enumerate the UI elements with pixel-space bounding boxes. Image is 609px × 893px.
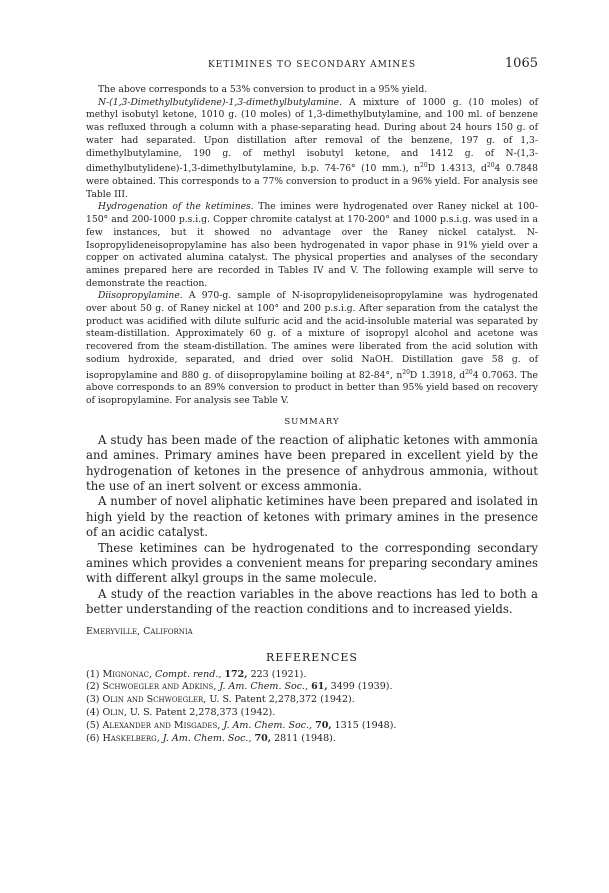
summary-paragraph: A number of novel aliphatic ketimines have been prepared and isolated in high yield by the reaction of ketones with primary amines in the presence of an acidic catalyst. xyxy=(86,494,538,540)
ref-author: Schwoegler and Adkins, xyxy=(102,681,217,693)
reference-item xyxy=(86,707,538,720)
references-list xyxy=(86,669,538,746)
reference-item xyxy=(86,720,538,733)
reference-item xyxy=(86,694,538,707)
paragraph-hydrogenation xyxy=(86,201,538,290)
paragraph-text: A 970-g. sample of N-isopropylideneisopropylamine was hydrogenated over about 50 g. of Raney nickel at 100° and 200 p.s.i.g. After separation from the catalyst the product was acidified with dilute sulfuric acid and the acid-insoluble material was separated by steam-distillation. Approximately 60 g. of a mixture of isopropyl alcohol and acetone was recovered from the steam-distillation. The amines were liberated from the acid solution with sodium hydroxide, separated, and dried over solid NaOH. Distillation gave 58 g. of isopropylamine and 880 g. of diisopropylamine boiling at 82-84°, n xyxy=(86,290,538,381)
compound-heading: Diisopropylamine. xyxy=(98,290,183,302)
summary-paragraph: A study of the reaction variables in the above reactions has led to both a better understanding of the reaction conditions and to increased yields. xyxy=(86,586,538,617)
superscript: 20 xyxy=(420,162,428,170)
paragraph-text: D 1.3918, d xyxy=(409,369,466,381)
paragraph-ketimine-prep xyxy=(86,97,538,202)
ref-rest: U. S. Patent 2,278,373 (1942). xyxy=(129,706,276,718)
ref-author: Mignonac, xyxy=(102,668,153,680)
ref-number: (2) xyxy=(86,681,100,693)
ref-volume: 172, xyxy=(224,668,248,680)
ref-journal: Compt. rend., xyxy=(155,668,222,680)
ref-journal: J. Am. Chem. Soc., xyxy=(219,681,309,693)
superscript: 20 xyxy=(486,162,495,170)
paragraph-text: 4 0.7848 were obtained. This corresponds to a 77% conversion to product in a 96% yield. For analysis see Table III. xyxy=(86,163,538,200)
ref-author: Haskelberg, xyxy=(102,732,160,744)
summary-paragraph: A study has been made of the reaction of aliphatic ketones with ammonia and amines. Primary amines have been prepared in excellent yield by the hydrogenation of ketones in the presence of anhydrous ammonia, without the use of an inert solvent or excess ammonia. xyxy=(86,432,538,493)
ref-number: (1) xyxy=(86,668,100,680)
reference-item xyxy=(86,669,538,682)
superscript: 20 xyxy=(465,368,473,376)
paragraph-diisopropylamine xyxy=(86,290,538,407)
page-number: 1065 xyxy=(504,56,538,71)
page-header xyxy=(86,56,538,74)
section-heading: Hydrogenation of the ketimines. xyxy=(98,201,254,213)
summary-section xyxy=(86,433,538,618)
ref-number: (5) xyxy=(86,719,100,731)
ref-volume: 70, xyxy=(254,732,272,744)
ref-rest: 3499 (1939). xyxy=(330,681,393,693)
ref-author: Alexander and Misgades, xyxy=(102,719,221,731)
experimental-section xyxy=(86,84,538,408)
ref-rest: 223 (1921). xyxy=(250,668,307,680)
references-title: REFERENCES xyxy=(266,650,358,664)
summary-paragraph: These ketimines can be hydrogenated to the corresponding secondary amines which provides a convenient means for preparing secondary amines with different alkyl groups in the same molecule. xyxy=(86,540,538,586)
ref-journal: J. Am. Chem. Soc., xyxy=(223,719,313,731)
running-head: KETIMINES TO SECONDARY AMINES xyxy=(207,60,417,70)
paragraph-text: D 1.4313, d xyxy=(427,163,487,175)
reference-item xyxy=(86,733,538,746)
ref-author: Olin, xyxy=(102,706,127,718)
ref-journal: J. Am. Chem. Soc., xyxy=(162,732,252,744)
ref-rest: U. S. Patent 2,278,372 (1942). xyxy=(209,694,355,706)
ref-author: Olin and Schwoegler, xyxy=(102,694,207,706)
ref-number: (3) xyxy=(86,694,100,706)
paragraph-text: 4 0.7063. The above corresponds to an 89% conversion to product in better than 95% yield based on recovery of isopropylamine. For analysis see Table V. xyxy=(86,369,538,406)
ref-rest: 1315 (1948). xyxy=(334,719,397,731)
compound-heading: N-(1,3-Dimethylbutylidene)-1,3-dimethylbutylamine. xyxy=(98,96,342,108)
reference-item xyxy=(86,681,538,694)
paragraph-conversion xyxy=(86,84,538,97)
ref-volume: 70, xyxy=(315,719,332,731)
ref-rest: 2811 (1948). xyxy=(274,732,336,744)
ref-volume: 61, xyxy=(311,681,328,693)
summary-title: SUMMARY xyxy=(284,416,340,427)
author-location: Emeryville, California xyxy=(86,625,193,637)
ref-number: (6) xyxy=(86,732,100,744)
paragraph-text: The imines were hydrogenated over Raney nickel at 100-150° and 200-1000 p.s.i.g. Copper chromite catalyst at 170-200° and 1000 p.s.i.g. was used in a few instances, but it showed no advantage over the Raney nickel catalyst. N-Isopropylideneisopropylamine has also been hydrogenated in vapor phase in 91% yield over a copper on activated alumina catalyst. The physical properties and analyses of the secondary amines prepared here are recorded in Tables IV and V. The following example will serve to demonstrate the reaction. xyxy=(86,201,538,289)
article-body xyxy=(86,84,538,745)
paragraph-text: The above corresponds to a 53% conversion to product in a 95% yield. xyxy=(98,84,428,95)
ref-number: (4) xyxy=(86,706,100,718)
superscript: 20 xyxy=(402,368,410,376)
paragraph-text: A mixture of 1000 g. (10 moles) of methyl isobutyl ketone, 1010 g. (10 moles) of 1,3-dimethylbutylamine, and 100 ml. of benzene was refluxed through a column with a phase-separating head. During about 24 hours 150 g. of water had separated. Upon distillation after removal of the benzene, 197 g. of 1,3-dimethylbutylamine, 190 g. of methyl isobutyl ketone, and 1412 g. of N-(1,3-dimethylbutylidene)-1,3-dimethylbutylamine, b.p. 74-76° (10 mm.), n xyxy=(86,96,538,175)
